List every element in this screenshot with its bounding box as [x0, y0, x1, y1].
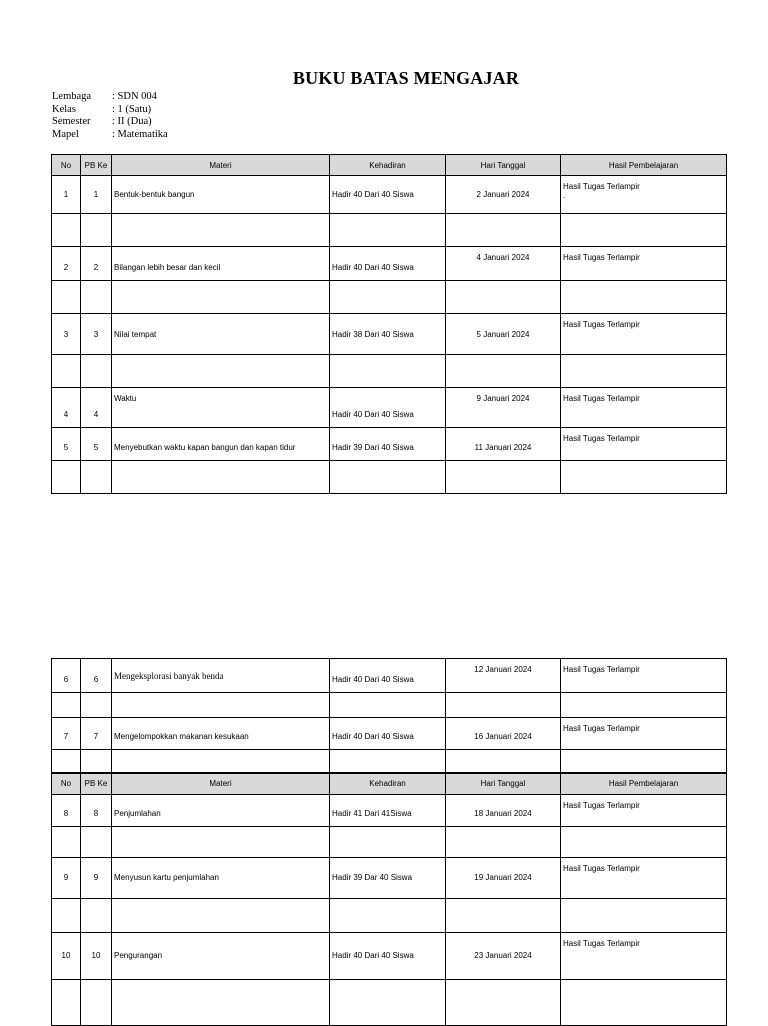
- cell-kehadiran: Hadir 39 Dar 40 Siswa: [330, 857, 446, 898]
- cell-hasil-note: .: [563, 191, 566, 200]
- cell-no: 7: [52, 718, 81, 750]
- cell-pb: 9: [81, 857, 112, 898]
- cell-no: 4: [52, 388, 81, 428]
- info-row-semester: [52, 116, 168, 129]
- table-row: [52, 314, 727, 355]
- header-hari-tanggal: Hari Tanggal: [446, 155, 561, 176]
- cell-tanggal: 5 Januari 2024: [446, 314, 561, 355]
- cell-hasil: Hasil Tugas Terlampir: [561, 857, 727, 898]
- table-header-row: [52, 773, 727, 795]
- cell-no: 2: [52, 247, 81, 281]
- table-row-empty: [52, 750, 727, 773]
- cell-hasil: Hasil Tugas Terlampir: [561, 247, 727, 281]
- cell-kehadiran: Hadir 40 Dari 40 Siswa: [330, 176, 446, 214]
- cell-tanggal: 4 Januari 2024: [446, 247, 561, 281]
- cell-pb: 5: [81, 428, 112, 461]
- cell-tanggal: 18 Januari 2024: [446, 794, 561, 826]
- cell-pb: 4: [81, 388, 112, 428]
- table-row: [52, 794, 727, 826]
- cell-materi: Waktu: [112, 388, 330, 428]
- header-hasil: Hasil Pembelajaran: [561, 773, 727, 795]
- cell-kehadiran: Hadir 38 Dari 40 Siswa: [330, 314, 446, 355]
- info-label: Semester: [52, 116, 91, 127]
- cell-tanggal: 11 Januari 2024: [446, 428, 561, 461]
- info-value: : Matematika: [112, 128, 168, 140]
- info-value: : II (Dua): [112, 116, 152, 127]
- document-title: BUKU BATAS MENGAJAR: [292, 68, 520, 88]
- table-row-empty: [52, 355, 727, 388]
- cell-no: 9: [52, 857, 81, 898]
- header-hasil: Hasil Pembelajaran: [561, 155, 727, 176]
- cell-tanggal: 2 Januari 2024: [446, 176, 561, 214]
- cell-kehadiran: Hadir 39 Dari 40 Siswa: [330, 428, 446, 461]
- cell-hasil: Hasil Tugas Terlampir: [561, 794, 727, 826]
- cell-no: 6: [52, 659, 81, 693]
- cell-kehadiran: Hadir 40 Dari 40 Siswa: [330, 388, 446, 428]
- cell-hasil: Hasil Tugas Terlampir: [561, 932, 727, 979]
- cell-materi: Menyusun kartu penjumlahan: [112, 857, 330, 898]
- header-no: No: [52, 773, 81, 795]
- cell-hasil: Hasil Tugas Terlampir: [561, 314, 727, 355]
- cell-tanggal: 19 Januari 2024: [446, 857, 561, 898]
- table-row: [52, 857, 727, 898]
- table-row: [52, 247, 727, 281]
- table-row: [52, 659, 727, 693]
- cell-tanggal: 16 Januari 2024: [446, 718, 561, 750]
- cell-kehadiran: Hadir 41 Dari 41Siswa: [330, 794, 446, 826]
- info-label: Kelas: [52, 103, 76, 115]
- info-row-kelas: [52, 104, 168, 117]
- cell-materi: Mengeksplorasi banyak benda: [112, 659, 330, 693]
- info-block: [52, 91, 168, 141]
- table-row: [52, 176, 727, 214]
- header-hari-tanggal: Hari Tanggal: [446, 773, 561, 795]
- table-row: [52, 388, 727, 428]
- cell-materi: Penjumlahan: [112, 794, 330, 826]
- cell-tanggal: 12 Januari 2024: [446, 659, 561, 693]
- table-row: [52, 428, 727, 461]
- cell-tanggal: 9 Januari 2024: [446, 388, 561, 428]
- teaching-log-table-1: [51, 154, 727, 494]
- header-pb-ke: PB Ke: [81, 773, 112, 795]
- cell-materi: Mengelompokkan makanan kesukaan: [112, 718, 330, 750]
- cell-hasil: [561, 176, 727, 214]
- cell-no: 3: [52, 314, 81, 355]
- table-row-empty: [52, 461, 727, 494]
- cell-materi: Pengurangan: [112, 932, 330, 979]
- info-value: : SDN 004: [112, 91, 157, 102]
- header-no: No: [52, 155, 81, 176]
- cell-pb: 1: [81, 176, 112, 214]
- cell-materi: Nilai tempat: [112, 314, 330, 355]
- table-row-empty: [52, 214, 727, 247]
- cell-materi: Bilangan lebih besar dan kecil: [112, 247, 330, 281]
- cell-no: 10: [52, 932, 81, 979]
- cell-kehadiran: Hadir 40 Dari 40 Siswa: [330, 932, 446, 979]
- header-kehadiran: Kehadiran: [330, 773, 446, 795]
- teaching-log-table-2: [51, 658, 727, 1026]
- table-header-row: [52, 155, 727, 176]
- table-row: [52, 718, 727, 750]
- header-materi: Materi: [112, 155, 330, 176]
- cell-kehadiran: Hadir 40 Dari 40 Siswa: [330, 718, 446, 750]
- cell-pb: 3: [81, 314, 112, 355]
- cell-kehadiran: Hadir 40 Dari 40 Siswa: [330, 659, 446, 693]
- cell-hasil: Hasil Tugas Terlampir: [561, 388, 727, 428]
- cell-no: 8: [52, 794, 81, 826]
- table-row: [52, 932, 727, 979]
- cell-materi: Bentuk-bentuk bangun: [112, 176, 330, 214]
- cell-pb: 2: [81, 247, 112, 281]
- info-value: : 1 (Satu): [112, 103, 152, 115]
- cell-hasil: Hasil Tugas Terlampir: [561, 659, 727, 693]
- cell-materi: Menyebutkan waktu kapan bangun dan kapan tidur: [112, 428, 330, 461]
- cell-hasil-text: Hasil Tugas Terlampir: [563, 182, 640, 191]
- cell-tanggal: 23 Januari 2024: [446, 932, 561, 979]
- header-kehadiran: Kehadiran: [330, 155, 446, 176]
- cell-pb: 10: [81, 932, 112, 979]
- header-materi: Materi: [112, 773, 330, 795]
- cell-no: 5: [52, 428, 81, 461]
- info-label: Lembaga: [52, 91, 92, 102]
- info-row-mapel: [52, 129, 168, 142]
- table-row-empty: [52, 898, 727, 932]
- cell-pb: 7: [81, 718, 112, 750]
- cell-pb: 8: [81, 794, 112, 826]
- cell-pb: 6: [81, 659, 112, 693]
- header-pb-ke: PB Ke: [81, 155, 112, 176]
- info-label: Mapel: [52, 128, 79, 140]
- table-row-empty: [52, 979, 727, 1025]
- cell-hasil: Hasil Tugas Terlampir: [561, 428, 727, 461]
- table-row-empty: [52, 826, 727, 857]
- info-row-lembaga: [52, 91, 168, 104]
- cell-kehadiran: Hadir 40 Dari 40 Siswa: [330, 247, 446, 281]
- table-row-empty: [52, 693, 727, 718]
- table-row-empty: [52, 281, 727, 314]
- cell-hasil: Hasil Tugas Terlampir: [561, 718, 727, 750]
- cell-no: 1: [52, 176, 81, 214]
